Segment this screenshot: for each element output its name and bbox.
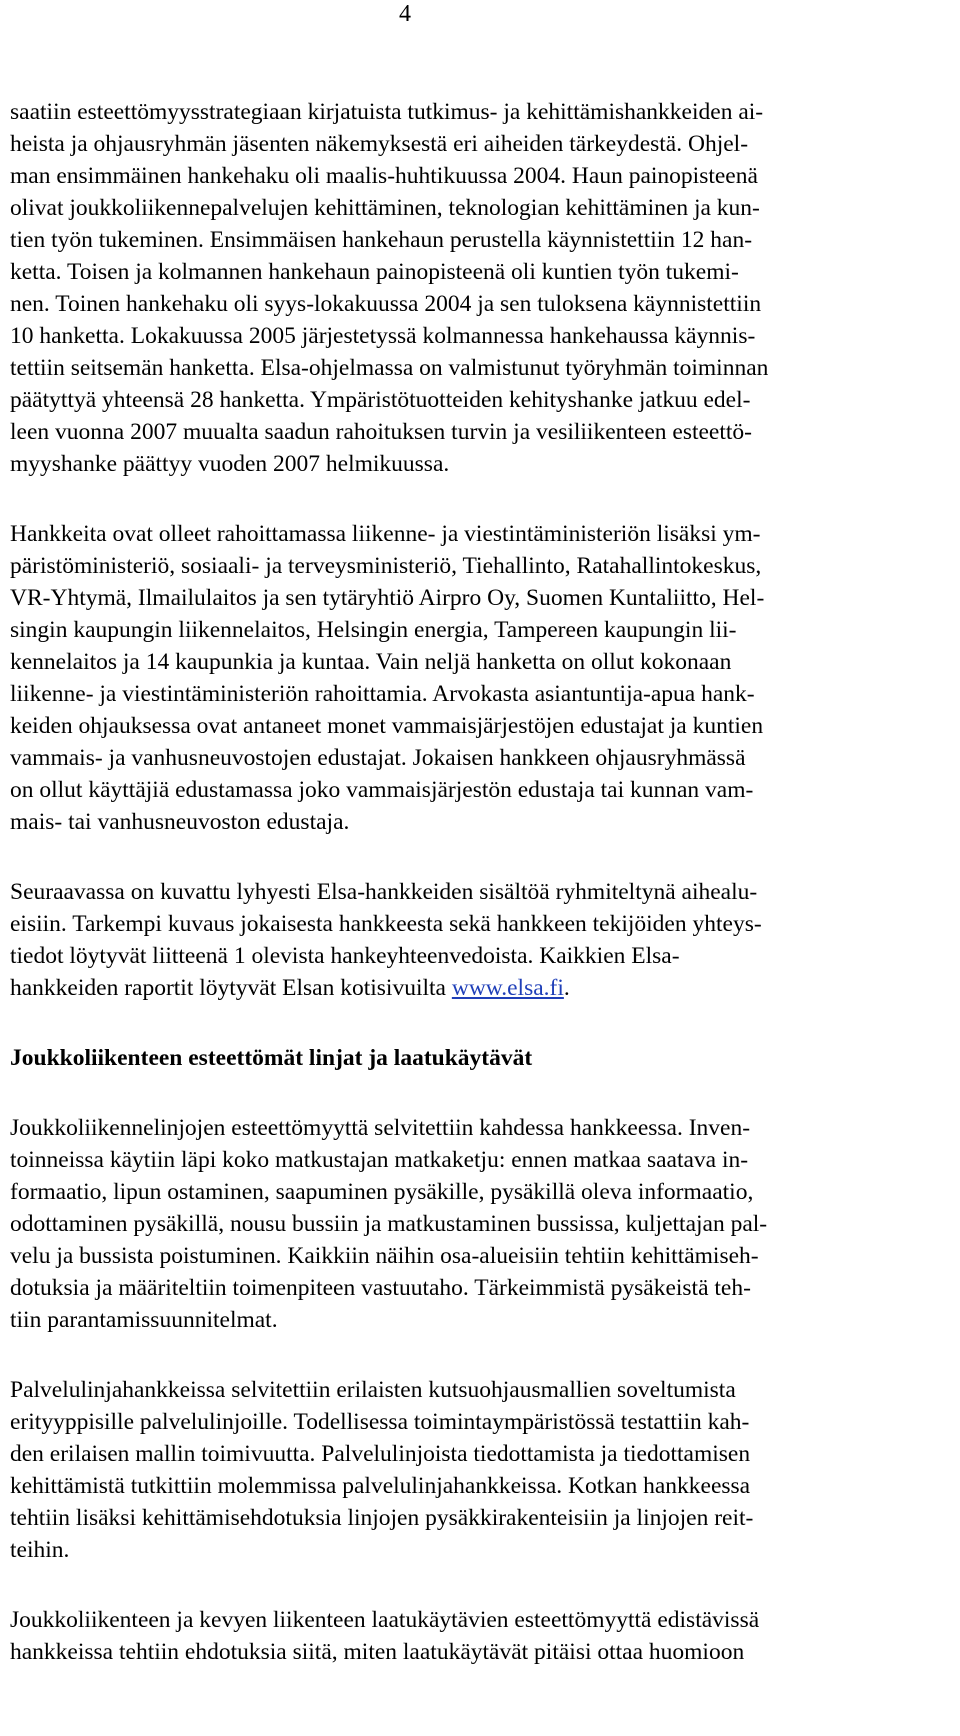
section-heading: Joukkoliikenteen esteettömät linjat ja laatukäytävät — [10, 1045, 533, 1071]
text-line: mais- tai vanhusneuvoston edustaja. — [10, 809, 350, 835]
text-line: keiden ohjauksessa ovat antaneet monet vammaisjärjestöjen edustajat ja kuntien — [10, 713, 764, 739]
text-line: Hankkeita ovat olleet rahoittamassa liikenne- ja viestintäministeriön lisäksi ym- — [10, 521, 761, 547]
text-line-with-link — [10, 972, 930, 1004]
text-line: VR-Yhtymä, Ilmailulaitos ja sen tytäryhtiö Airpro Oy, Suomen Kuntaliitto, Hel- — [10, 585, 765, 611]
paragraph-quality-corridors — [10, 1604, 930, 1668]
text-line: kennelaitos ja 14 kaupunkia ja kuntaa. Vain neljä hanketta on ollut kokonaan — [10, 649, 732, 675]
text-line: singin kaupungin liikennelaitos, Helsingin energia, Tampereen kaupungin lii- — [10, 617, 737, 643]
text-line: kehittämistä tutkittiin molemmissa palvelulinjahankkeissa. Kotkan hankkeessa — [10, 1473, 751, 1499]
page-number: 4 — [399, 1, 411, 27]
text-line: toinneissa käytiin läpi koko matkustajan matkaketju: ennen matkaa saatava in- — [10, 1147, 749, 1173]
paragraph-gap — [10, 1074, 930, 1112]
text-line: Palvelulinjahankkeissa selvitettiin erilaisten kutsuohjausmallien soveltumista — [10, 1377, 736, 1403]
text-line: vammais- ja vanhusneuvostojen edustajat. Jokaisen hankkeen ohjausryhmässä — [10, 745, 746, 771]
text-line: formaatio, lipun ostaminen, saapuminen pysäkille, pysäkillä oleva informaatio, — [10, 1179, 754, 1205]
paragraph-service-lines — [10, 1374, 930, 1566]
paragraph-gap — [10, 1336, 930, 1374]
paragraph-gap — [10, 838, 930, 876]
paragraph-line-inventories — [10, 1112, 930, 1336]
text-line: erityyppisille palvelulinjoille. Todellisessa toimintaympäristössä testattiin kah- — [10, 1409, 750, 1435]
text-line: tettiin seitsemän hanketta. Elsa-ohjelmassa on valmistunut työryhmän toiminnan — [10, 355, 769, 381]
text-line: man ensimmäinen hankehaku oli maalis-huhtikuussa 2004. Haun painopisteenä — [10, 163, 758, 189]
text-line: päristöministeriö, sosiaali- ja terveysministeriö, Tiehallinto, Ratahallintokeskus, — [10, 553, 762, 579]
text-line: Joukkoliikennelinjojen esteettömyyttä selvitettiin kahdessa hankkeessa. Inven- — [10, 1115, 751, 1141]
paragraph-overview — [10, 876, 930, 1004]
text-line: olivat joukkoliikennepalvelujen kehittäminen, teknologian kehittäminen ja kun- — [10, 195, 760, 221]
paragraph-program-calls — [10, 96, 930, 480]
text-line: tehtiin lisäksi kehittämisehdotuksia linjojen pysäkkirakenteisiin ja linjojen reit- — [10, 1505, 754, 1531]
text-line: tiedot löytyvät liitteenä 1 olevista hankeyhteenvedoista. Kaikkien Elsa- — [10, 943, 680, 969]
text-line: heista ja ohjausryhmän jäsenten näkemyksestä eri aiheiden tärkeydestä. Ohjel- — [10, 131, 749, 157]
text-line: Joukkoliikenteen ja kevyen liikenteen laatukäytävien esteettömyyttä edistävissä — [10, 1607, 760, 1633]
text-line: eisiin. Tarkempi kuvaus jokaisesta hankkeesta sekä hankkeen tekijöiden yhteys- — [10, 911, 762, 937]
text-line: odottaminen pysäkillä, nousu bussiin ja matkustaminen bussissa, kuljettajan pal- — [10, 1211, 768, 1237]
text-line: myyshanke päättyy vuoden 2007 helmikuussa. — [10, 451, 450, 477]
paragraph-gap — [10, 480, 930, 518]
text-fragment: . — [563, 975, 570, 1001]
paragraph-gap — [10, 1004, 930, 1042]
paragraph-funders — [10, 518, 930, 838]
text-line: tiin parantamissuunnitelmat. — [10, 1307, 278, 1333]
text-line: ketta. Toisen ja kolmannen hankehaun painopisteenä oli kuntien työn tukemi- — [10, 259, 739, 285]
text-line: saatiin esteettömyysstrategiaan kirjatuista tutkimus- ja kehittämishankkeiden ai- — [10, 99, 764, 125]
text-line: hankkeissa tehtiin ehdotuksia siitä, miten laatukäytävät pitäisi ottaa huomioon — [10, 1639, 745, 1665]
document-body — [10, 96, 930, 1668]
text-line: päätyttyä yhteensä 28 hanketta. Ympäristötuotteiden kehityshanke jatkuu edel- — [10, 387, 751, 413]
text-fragment: hankkeiden raportit löytyvät Elsan kotisivuilta — [10, 975, 452, 1001]
text-line: dotuksia ja määriteltiin toimenpiteen vastuutaho. Tärkeimmistä pysäkeistä teh- — [10, 1275, 751, 1301]
text-line: leen vuonna 2007 muualta saadun rahoituksen turvin ja vesiliikenteen esteettö- — [10, 419, 752, 445]
text-line: Seuraavassa on kuvattu lyhyesti Elsa-hankkeiden sisältöä ryhmiteltynä aihealu- — [10, 879, 758, 905]
text-line: velu ja bussista poistuminen. Kaikkiin näihin osa-alueisiin tehtiin kehittämiseh- — [10, 1243, 759, 1269]
text-line: tien työn tukeminen. Ensimmäisen hankehaun perustella käynnistettiin 12 han- — [10, 227, 753, 253]
elsa-website-link[interactable]: www.elsa.fi — [451, 975, 564, 1001]
text-line: den erilaisen mallin toimivuutta. Palvelulinjoista tiedottamista ja tiedottamisen — [10, 1441, 751, 1467]
text-line: 10 hanketta. Lokakuussa 2005 järjestetyssä kolmannessa hankehaussa käynnis- — [10, 323, 756, 349]
text-line: on ollut käyttäjiä edustamassa joko vammaisjärjestön edustaja tai kunnan vam- — [10, 777, 754, 803]
text-line: nen. Toinen hankehaku oli syys-lokakuussa 2004 ja sen tuloksena käynnistettiin — [10, 291, 762, 317]
text-line: teihin. — [10, 1537, 70, 1563]
text-line: liikenne- ja viestintäministeriön rahoittamia. Arvokasta asiantuntija-apua hank- — [10, 681, 755, 707]
paragraph-gap — [10, 1566, 930, 1604]
